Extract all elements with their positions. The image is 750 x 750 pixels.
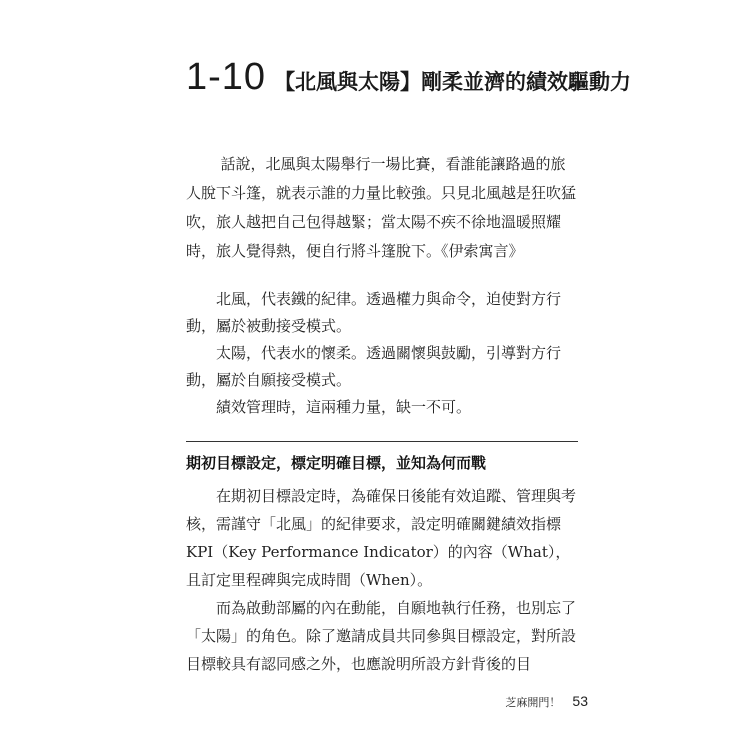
- paragraph-sun: 太陽，代表水的懷柔。透過關懷與鼓勵，引導對方行動，屬於自願接受模式。: [186, 344, 562, 389]
- page-footer: [505, 693, 588, 710]
- section-heading: 期初目標設定，標定明確目標，並知為何而戰: [186, 454, 487, 472]
- chapter-title: [186, 56, 631, 99]
- paragraph-motivation: 而為啟動部屬的內在動能，自願地執行任務，也別忘了「太陽」的角色。除了邀請成員共同參與目標設定，對所設目標較具有認同感之外，也應說明所設方針背後的目: [186, 599, 577, 673]
- chapter-bracket-title: 【北風與太陽】: [274, 70, 422, 94]
- chapter-number: 1-10: [186, 56, 267, 98]
- intro-paragraphs: [186, 286, 578, 421]
- section-paragraphs: [186, 482, 578, 678]
- running-head: 芝麻開門！: [505, 696, 561, 709]
- chapter-title-text: [274, 66, 631, 96]
- quote-text: 話說，北風與太陽舉行一場比賽，看誰能讓路過的旅人脫下斗篷，就表示誰的力量比較強。只見北風越是狂吹猛吹，旅人越把自己包得越緊；當太陽不疾不徐地溫暖照耀時，旅人覺得熱，便自行將斗篷脫下。《伊索寓言》: [186, 155, 577, 260]
- paragraph-goal-setting: 在期初目標設定時，為確保日後能有效追蹤、管理與考核，需謹守「北風」的紀律要求，設定明確關鍵績效指標 KPI（Key Performance Indicator）的內容（What），且訂定里程碑與完成時間（When）。: [186, 487, 577, 589]
- page-number: 53: [572, 693, 588, 709]
- section-divider: [186, 441, 578, 442]
- aesop-quote: [186, 150, 576, 266]
- chapter-subtitle: 剛柔並濟的績效驅動力: [421, 70, 632, 94]
- paragraph-conclusion: 績效管理時，這兩種力量，缺一不可。: [216, 398, 472, 416]
- paragraph-north-wind: 北風，代表鐵的紀律。透過權力與命令，迫使對方行動，屬於被動接受模式。: [186, 290, 562, 335]
